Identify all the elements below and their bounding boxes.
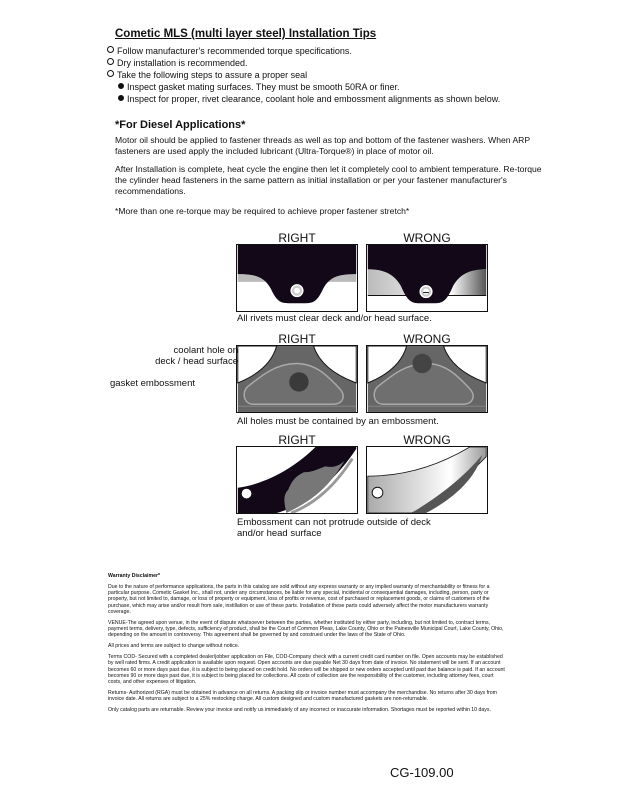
tip-text: Inspect for proper, rivet clearance, coolant hole and embossment alignments as shown below. [127, 94, 501, 104]
diesel-paragraph: After Installation is complete, heat cycle the engine then let it completely cool to ambient temperature. Re-torque the cylinder head fasteners in the same pattern as initial installation or per your fastener manufacturer's recommendations. [115, 164, 542, 196]
caption-protrude: Embossment can not protrude outside of deck [237, 517, 431, 528]
label-right: RIGHT [278, 231, 316, 245]
bullet-icon [107, 46, 114, 53]
protrude-wrong-diagram [366, 446, 488, 514]
page-code: CG-109.00 [390, 765, 454, 780]
label-wrong: WRONG [403, 332, 451, 346]
warranty-section [108, 573, 508, 718]
warranty-paragraph: All prices and terms are subject to change without notice. [108, 643, 240, 650]
embossment-right-diagram [236, 345, 358, 413]
embossment-wrong-diagram [366, 345, 488, 413]
warranty-heading: Warranty Disclaimer* [108, 573, 160, 579]
warranty-paragraph: Only catalog parts are returnable. Review your invoice and notify us immediately of any incorrect or inaccurate information. Shortages must be reported within 10 days. [108, 707, 491, 714]
callout-embossment: gasket embossment [110, 378, 196, 389]
subtip [118, 81, 399, 93]
rivet-wrong-diagram [366, 244, 488, 312]
diesel-heading: *For Diesel Applications* [115, 119, 246, 131]
warranty-paragraph: Due to the nature of performance applications, the parts in this catalog are sold without any express warranty or any implied warranty of merchantability or fitness for a particular purpose. Cometic Gasket Inc., shall not, under any circumstances, be liable for any special, incidental or consequential damages, including, person, party or property, but not limited to, damage, or loss of property or equipment, loss of profits or revenue, cost of purchased or replacement goods, or claims of customers of the purchase, which may arise and/or result from sale, instillation or use of these parts. Installation of these parts could adversely affect the motor manufacturers warranty coverage. [108, 583, 490, 615]
warranty-paragraph: Returns- Authorized (RGA) must be obtained in advance on all returns. A packing slip or invoice number must accompany the merchandise. No returns after 30 days from invoice date. All returns are subject to a 25% restocking charge. All custom designed and custom manufactured gaskets are non-returnable. [108, 689, 497, 703]
warranty-paragraph: VENUE-The agreed upon venue, in the event of dispute whatsoever between the parties, whether instituted by either party, including, but not limited to, contract terms, payment terms, delivery, type, defects, sufficiency of product, shall be the Court of Common Pleas, Lake County, Ohio or the Painesville Municipal Court, Lake County, Ohio, depending on the amount in controversy. This agreement shall be governed by and construed under the laws of the State of Ohio. [108, 619, 504, 639]
tip-text: Inspect gasket mating surfaces. They must be smooth 50RA or finer. [127, 82, 400, 92]
tip [107, 57, 248, 69]
caption-rivets: All rivets must clear deck and/or head surface. [237, 313, 432, 324]
tip-text: Dry installation is recommended. [117, 58, 248, 68]
bullet-icon [107, 58, 114, 65]
tip-text: Follow manufacturer's recommended torque specifications. [117, 46, 352, 56]
diesel-note: *More than one re-torque may be required to achieve proper fastener stretch* [115, 206, 410, 216]
tip [107, 45, 352, 57]
caption-protrude-2: and/or head surface [237, 528, 322, 539]
tip [107, 69, 307, 81]
label-right: RIGHT [278, 433, 316, 447]
diesel-paragraph: Motor oil should be applied to fastener threads as well as top and bottom of the fastener washers. When ARP fasteners are used apply the included lubricant (Ultra-Torque®) in place of motor oil. [115, 135, 530, 156]
callout-text: deck / head surface [155, 356, 238, 367]
warranty-paragraph: Terms COD- Secured with a completed dealer/jobber application on File, COD-Company check with a current credit card number on file. Open accounts may be established by well rated firms. A credit application is available upon request. Open accounts are due payable Net 30 days from date of invoice. No statement will be sent. If an account becomes 60 or more days past due, it is subject to being placed on credit hold. No orders will be shipped or new orders accepted until past due balance is paid. If an account becomes 90 or more days past due, it is subject to being placed for collections. All costs of collection are the responsibility of the customer, including attorney fees, court costs, and other expenses of litigation. [108, 653, 505, 686]
bullet-icon [107, 70, 114, 77]
bullet-icon [118, 83, 124, 89]
label-wrong: WRONG [403, 433, 451, 447]
subtip [118, 93, 500, 105]
rivet-right-diagram [236, 244, 358, 312]
bullet-icon [118, 95, 124, 101]
protrude-right-diagram [236, 446, 358, 514]
callout-text: coolant hole on [173, 345, 238, 356]
label-wrong: WRONG [403, 231, 451, 245]
caption-holes: All holes must be contained by an embossment. [237, 416, 439, 427]
page-title: Cometic MLS (multi layer steel) Installation Tips [115, 28, 377, 40]
tip-text: Take the following steps to assure a proper seal [117, 70, 308, 80]
label-right: RIGHT [278, 332, 316, 346]
